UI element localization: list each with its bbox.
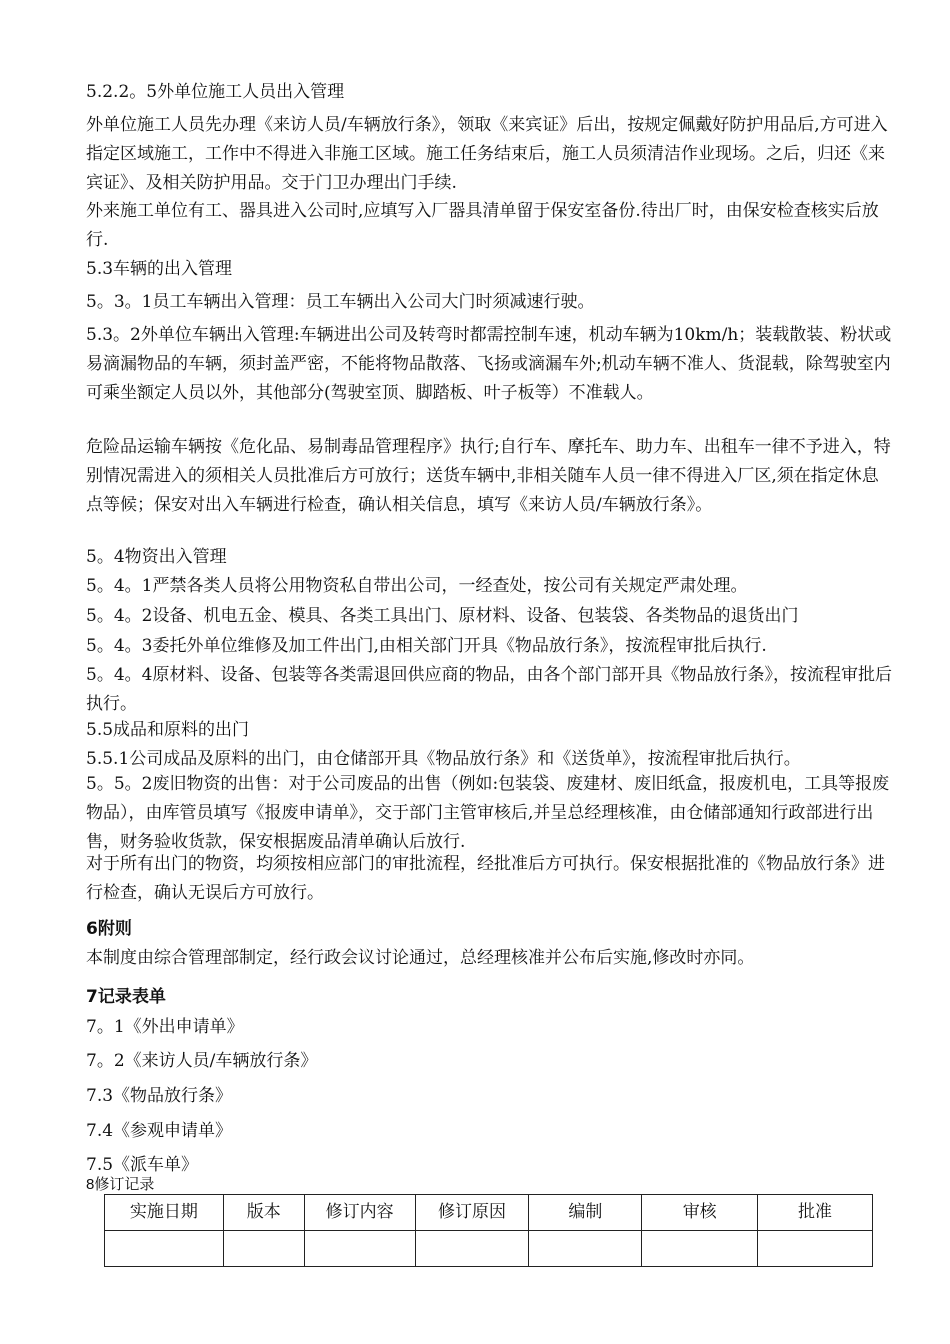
header-version: 版本 — [223, 1195, 304, 1231]
form-item-7-2: 7。2《来访人员/车辆放行条》 — [86, 1051, 318, 1071]
form-item-7-1: 7。1《外出申请单》 — [86, 1017, 244, 1037]
section-7-heading: 7记录表单 — [86, 987, 166, 1007]
revision-table — [104, 1194, 873, 1267]
section-5-5-heading: 5.5成品和原料的出门 — [86, 720, 250, 740]
table-cell — [642, 1231, 758, 1267]
form-item-7-5: 7.5《派车单》 — [86, 1155, 199, 1175]
section-5-4-1: 5。4。1严禁各类人员将公用物资私自带出公司，一经查处，按公司有关规定严肃处理。 — [86, 576, 748, 596]
revision-table-header-row — [105, 1195, 873, 1231]
section-5-4-2: 5。4。2设备、机电五金、模具、各类工具出门、原材料、设备、包装袋、各类物品的退货出门 — [86, 606, 799, 626]
section-6-heading: 6附则 — [86, 919, 132, 939]
paragraph-regulation-approval: 本制度由综合管理部制定，经行政会议讨论通过，总经理核准并公布后实施,修改时亦同。 — [86, 948, 755, 968]
section-5-5-1: 5.5.1公司成品及原料的出门，由仓储部开具《物品放行条》和《送货单》，按流程审批后执行。 — [86, 749, 801, 769]
paragraph-contractor-tools: 外来施工单位有工、器具进入公司时,应填写入厂器具清单留于保安室备份.待出厂时，由保安检查核实后放行. — [86, 201, 879, 250]
header-revision-content: 修订内容 — [304, 1195, 415, 1231]
table-cell — [529, 1231, 642, 1267]
form-item-7-3: 7.3《物品放行条》 — [86, 1086, 233, 1106]
table-cell — [304, 1231, 415, 1267]
section-5-4-4: 5。4。4原材料、设备、包装等各类需退回供应商的物品，由各个部门部开具《物品放行条》，按流程审批后执行。 — [86, 665, 892, 714]
section-5-2-2-5-heading: 5.2.2。5外单位施工人员出入管理 — [86, 82, 345, 102]
header-approved-by: 批准 — [758, 1195, 873, 1231]
revision-record-title: 8修订记录 — [86, 1176, 155, 1193]
header-revision-reason: 修订原因 — [415, 1195, 529, 1231]
section-5-3-heading: 5.3车辆的出入管理 — [86, 259, 233, 279]
table-row — [105, 1231, 873, 1267]
table-cell — [223, 1231, 304, 1267]
table-cell — [105, 1231, 224, 1267]
section-5-3-2: 5.3。2外单位车辆出入管理:车辆进出公司及转弯时都需控制车速，机动车辆为10km/h；装载散装、粉状或易滴漏物品的车辆，须封盖严密，不能将物品散落、飞扬或滴漏车外;机动车辆不准人、货混载，除驾驶室内可乘坐额定人员以外，其他部分(驾驶室顶、脚踏板、叶子板等）不准载人。 — [86, 325, 892, 403]
section-5-4-3: 5。4。3委托外单位维修及加工件出门,由相关部门开具《物品放行条》，按流程审批后执行. — [86, 636, 767, 656]
header-implementation-date: 实施日期 — [105, 1195, 224, 1231]
section-5-4-heading: 5。4物资出入管理 — [86, 547, 227, 567]
paragraph-hazardous-vehicles: 危险品运输车辆按《危化品、易制毒品管理程序》执行;自行车、摩托车、助力车、出租车一律不予进入，特别情况需进入的须相关人员批准后方可放行；送货车辆中,非相关随车人员一律不得进入厂区,须在指定休息点等候；保安对出入车辆进行检查，确认相关信息，填写《来访人员/车辆放行条》。 — [86, 437, 891, 515]
form-item-7-4: 7.4《参观申请单》 — [86, 1121, 233, 1141]
table-cell — [758, 1231, 873, 1267]
section-5-5-2: 5。5。2废旧物资的出售：对于公司废品的出售（例如:包装袋、废建材、废旧纸盒，报废机电，工具等报废物品），由库管员填写《报废申请单》，交于部门主管审核后,并呈总经理核准，由仓储部通知行政部进行出售，财务验收货款，保安根据废品清单确认后放行. — [86, 774, 890, 852]
section-5-3-1: 5。3。1员工车辆出入管理：员工车辆出入公司大门时须减速行驶。 — [86, 292, 595, 312]
paragraph-contractor-entry: 外单位施工人员先办理《来访人员/车辆放行条》，领取《来宾证》后出，按规定佩戴好防护用品后,方可进入指定区域施工，工作中不得进入非施工区域。施工任务结束后，施工人员须清洁作业现场。之后，归还《来宾证》、及相关防护用品。交于门卫办理出门手续. — [86, 115, 888, 193]
paragraph-approval-check: 对于所有出门的物资，均须按相应部门的审批流程，经批准后方可执行。保安根据批准的《物品放行条》进行检查，确认无误后方可放行。 — [86, 854, 885, 903]
header-reviewed-by: 审核 — [642, 1195, 758, 1231]
header-prepared-by: 编制 — [529, 1195, 642, 1231]
table-cell — [415, 1231, 529, 1267]
